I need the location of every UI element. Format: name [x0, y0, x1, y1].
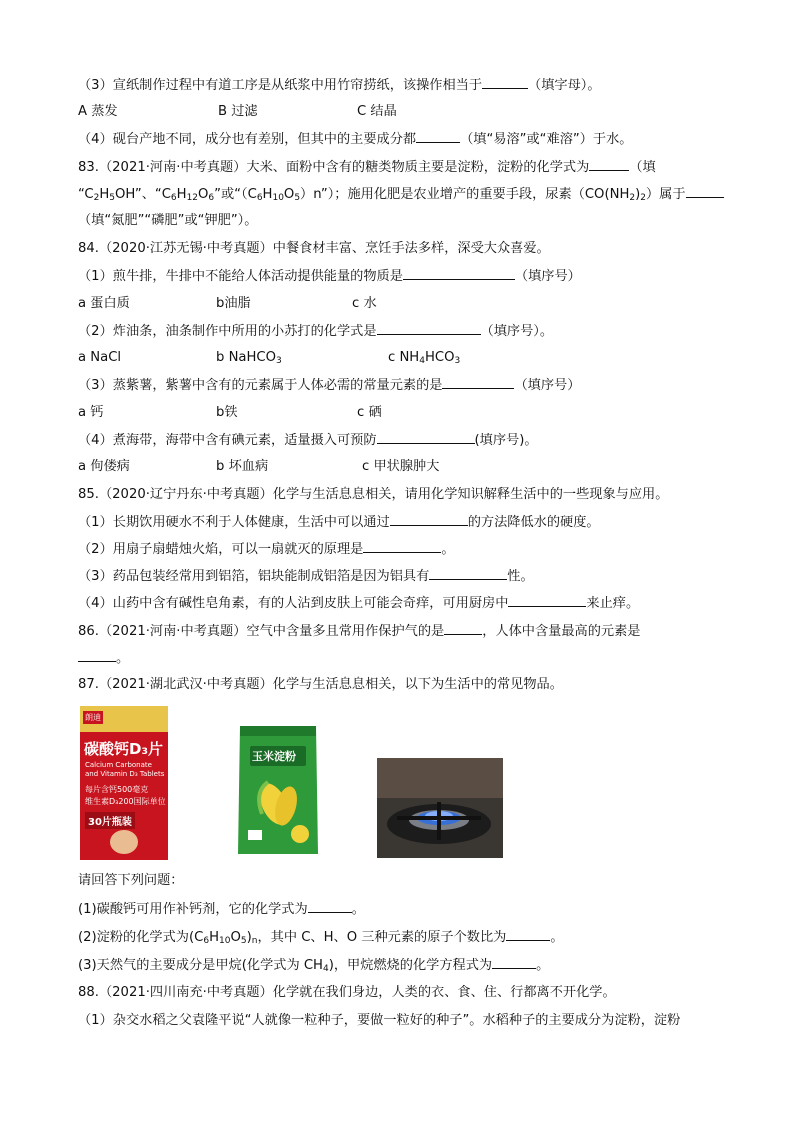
answer-blank[interactable] [506, 928, 550, 941]
q85-2-text: （2）用扇子扇蜡烛火焰，可以一扇就灭的原理是 [78, 542, 364, 557]
subscript: 5 [109, 193, 115, 203]
q84-head: 84.（2020·江苏无锡·中考真题）中餐食材丰富、烹饪手法多样，深受大众喜爱。 [78, 241, 550, 256]
answer-blank[interactable] [589, 158, 629, 171]
q83-paren: （填 [629, 160, 656, 175]
q86-line1 [78, 622, 640, 641]
option-b: B 过滤 [218, 104, 258, 119]
q87-1-text: (1)碳酸钙可用作补钙剂，它的化学式为 [78, 902, 308, 917]
formula-part: ”或“（C [214, 187, 257, 202]
subscript: 2 [640, 193, 646, 203]
option-a: A 蒸发 [78, 104, 118, 119]
formula-part: ）属于 [646, 187, 686, 202]
subscript: 2 [629, 193, 636, 203]
box-english-1: Calcium Carbonate [85, 761, 152, 769]
q88-head: 88.（2021·四川南充·中考真题）化学就在我们身边，人类的衣、食、住、行都离不开化学。 [78, 985, 616, 1000]
q83-line2 [78, 185, 724, 204]
q87-ask: 请回答下列问题： [78, 873, 184, 888]
tablet-graphic [110, 830, 138, 854]
q86-tail: 。 [116, 651, 130, 666]
q84-1-tail: （填序号） [514, 269, 581, 284]
option-a: a NaCl [78, 350, 122, 365]
corn-starch-bag-image [234, 722, 322, 858]
q84-1-line [78, 267, 581, 286]
subscript: 3 [454, 356, 461, 366]
option-b [216, 349, 282, 367]
q84-3-line [78, 376, 580, 395]
q85-2-tail: 。 [441, 542, 455, 557]
formula-part: OH”、“C [114, 187, 171, 202]
box-count: 30片瓶装 [85, 812, 135, 829]
option-c-text: HCO [424, 350, 455, 365]
subscript: 10 [272, 193, 284, 203]
subscript: 10 [219, 936, 231, 946]
option-b-text: b NaHCO [216, 350, 277, 365]
answer-blank[interactable] [416, 130, 460, 143]
answer-blank[interactable] [482, 76, 528, 89]
q85-3-tail: 性。 [507, 569, 534, 584]
q84-3-tail: （填序号） [514, 378, 581, 393]
q85-4-text: （4）山药中含有碱性皂角素，有的人沾到皮肤上可能会奇痒，可用厨房中 [78, 596, 509, 611]
q87-3-text: (3)天然气的主要成分是甲烷(化学式为 CH [78, 958, 323, 973]
answer-blank[interactable] [508, 594, 586, 607]
formula-part: H [176, 187, 187, 202]
subscript: 5 [294, 193, 301, 203]
q82-3-line [78, 76, 601, 95]
q87-2-text: O [230, 930, 241, 945]
q85-1-text: （1）长期饮用硬水不利于人体健康，生活中可以通过 [78, 515, 390, 530]
q87-2-tail: 。 [550, 930, 564, 945]
answer-blank[interactable] [444, 622, 482, 635]
q88-1-line: （1）杂交水稻之父袁隆平说“人就像一粒种子，要做一粒好的种子”。水稻种子的主要成分为淀粉，淀粉 [78, 1013, 681, 1028]
q87-3-tail: 。 [536, 958, 550, 973]
formula-part: ）n”）；施用化肥是农业增产的重要手段，尿素（CO(NH [300, 187, 630, 202]
q86-line2 [78, 649, 129, 668]
brand-logo: 朗迪 [85, 713, 101, 722]
q84-2-text: （2）炸油条，油条制作中所用的小苏打的化学式是 [78, 324, 377, 339]
answer-blank[interactable] [363, 540, 441, 553]
q87-1-tail: 。 [351, 902, 365, 917]
q87-3-text: )，甲烷燃烧的化学方程式为 [328, 958, 493, 973]
answer-blank[interactable] [390, 513, 468, 526]
gas-flame-graphic [377, 758, 503, 858]
q85-3-text: （3）药品包装经常用到铝箔，铝块能制成铝箔是因为铝具有 [78, 569, 430, 584]
q87-2-line [78, 928, 564, 947]
q85-head: 85.（2020·辽宁丹东·中考真题）化学与生活息息相关，请用化学知识解释生活中的一些现象与应用。 [78, 487, 669, 502]
subscript: 12 [186, 193, 199, 203]
box-dose-1: 每片含钙500毫克 [85, 785, 149, 794]
q85-4-tail: 来止痒。 [586, 596, 640, 611]
option-a: a 佝偻病 [78, 459, 130, 474]
q85-1-tail: 的方法降低水的硬度。 [467, 515, 600, 530]
starch-bag-title: 玉米淀粉 [252, 750, 296, 763]
option-b: b铁 [216, 405, 238, 420]
q84-4-text: （4）煮海带，海带中含有碘元素，适量摄入可预防 [78, 433, 377, 448]
q84-1-text: （1）煎牛排，牛排中不能给人体活动提供能量的物质是 [78, 269, 403, 284]
subscript: n [251, 936, 258, 946]
option-c [388, 349, 460, 367]
q87-2-text: ，其中 C、H、O 三种元素的原子个数比为 [257, 930, 507, 945]
option-b: b油脂 [216, 296, 251, 311]
subscript: 2 [93, 193, 100, 203]
q87-3-line [78, 956, 549, 975]
option-c: C 结晶 [357, 104, 397, 119]
q84-3-text: （3）蒸紫薯，紫薯中含有的元素属于人体必需的常量元素的是 [78, 378, 443, 393]
formula-part: O [283, 187, 295, 202]
q87-head: 87.（2021·湖北武汉·中考真题）化学与生活息息相关，以下为生活中的常见物品。 [78, 677, 563, 692]
box-dose-2: 维生素D₃200国际单位 [85, 797, 166, 806]
subscript: 4 [419, 356, 425, 366]
option-c: c 硒 [357, 405, 382, 420]
subscript: 4 [322, 964, 329, 974]
q82-4-text: （4）砚台产地不同，成分也有差别，但其中的主要成分都 [78, 132, 417, 147]
option-c: c 甲状腺肿大 [362, 459, 440, 474]
formula-part: H [99, 187, 110, 202]
gas-stove-flame-image [377, 758, 503, 858]
q82-4-line [78, 130, 632, 149]
q87-2-text: H [209, 930, 220, 945]
q84-2-line [78, 322, 553, 341]
option-c: c 水 [352, 296, 377, 311]
q87-2-text: ) [246, 930, 252, 945]
q82-4-tail: （填“易溶”或“难溶”）于水。 [460, 132, 633, 147]
option-b: b 坏血病 [216, 459, 269, 474]
q84-4-line [78, 431, 538, 450]
q83-line1 [78, 158, 656, 177]
q85-2-line [78, 540, 455, 559]
q82-3-tail: （填字母）。 [528, 78, 601, 93]
answer-blank[interactable] [429, 567, 507, 580]
subscript: 6 [256, 193, 263, 203]
starch-bag-graphic [234, 722, 322, 858]
formula-part: “C [78, 187, 94, 202]
q87-2-text: (2)淀粉的化学式为(C [78, 930, 204, 945]
q85-1-line [78, 513, 600, 532]
box-english-2: and Vitamin D₃ Tablets [85, 770, 165, 778]
answer-blank[interactable] [686, 185, 724, 198]
q86-text: 86.（2021·河南·中考真题）空气中含量多且常用作保护气的是 [78, 624, 445, 639]
answer-blank[interactable] [78, 649, 116, 662]
box-title: 碳酸钙D₃片 [84, 740, 164, 758]
answer-blank[interactable] [442, 376, 514, 389]
answer-blank[interactable] [492, 956, 536, 969]
subscript: 6 [203, 936, 210, 946]
q83-text: 83.（2021·河南·中考真题）大米、面粉中含有的糖类物质主要是淀粉，淀粉的化学式为 [78, 160, 590, 175]
calcium-carbonate-box-image [80, 706, 168, 860]
formula-part: ) [635, 187, 641, 202]
formula-part: H [262, 187, 273, 202]
q85-3-line [78, 567, 534, 586]
q83-line3: （填“氮肥”“磷肥”或“钾肥”）。 [78, 213, 258, 228]
subscript: 5 [240, 936, 247, 946]
formula-part: O [198, 187, 209, 202]
answer-blank[interactable] [377, 322, 481, 335]
q82-3-text: （3）宣纸制作过程中有道工序是从纸浆中用竹帘捞纸，该操作相当于 [78, 78, 483, 93]
subscript: 6 [208, 193, 215, 203]
answer-blank[interactable] [377, 431, 475, 444]
q84-4-tail: (填序号)。 [474, 433, 538, 448]
q84-2-tail: （填序号）。 [480, 324, 554, 339]
option-a: a 蛋白质 [78, 296, 130, 311]
answer-blank[interactable] [403, 267, 515, 280]
q85-4-line [78, 594, 639, 613]
subscript: 6 [170, 193, 177, 203]
answer-blank[interactable] [308, 900, 352, 913]
option-a: a 钙 [78, 405, 104, 420]
q86-text2: ，人体中含量最高的元素是 [482, 624, 641, 639]
subscript: 3 [276, 356, 282, 366]
q87-1-line [78, 900, 365, 919]
option-c-text: c NH [388, 350, 420, 365]
